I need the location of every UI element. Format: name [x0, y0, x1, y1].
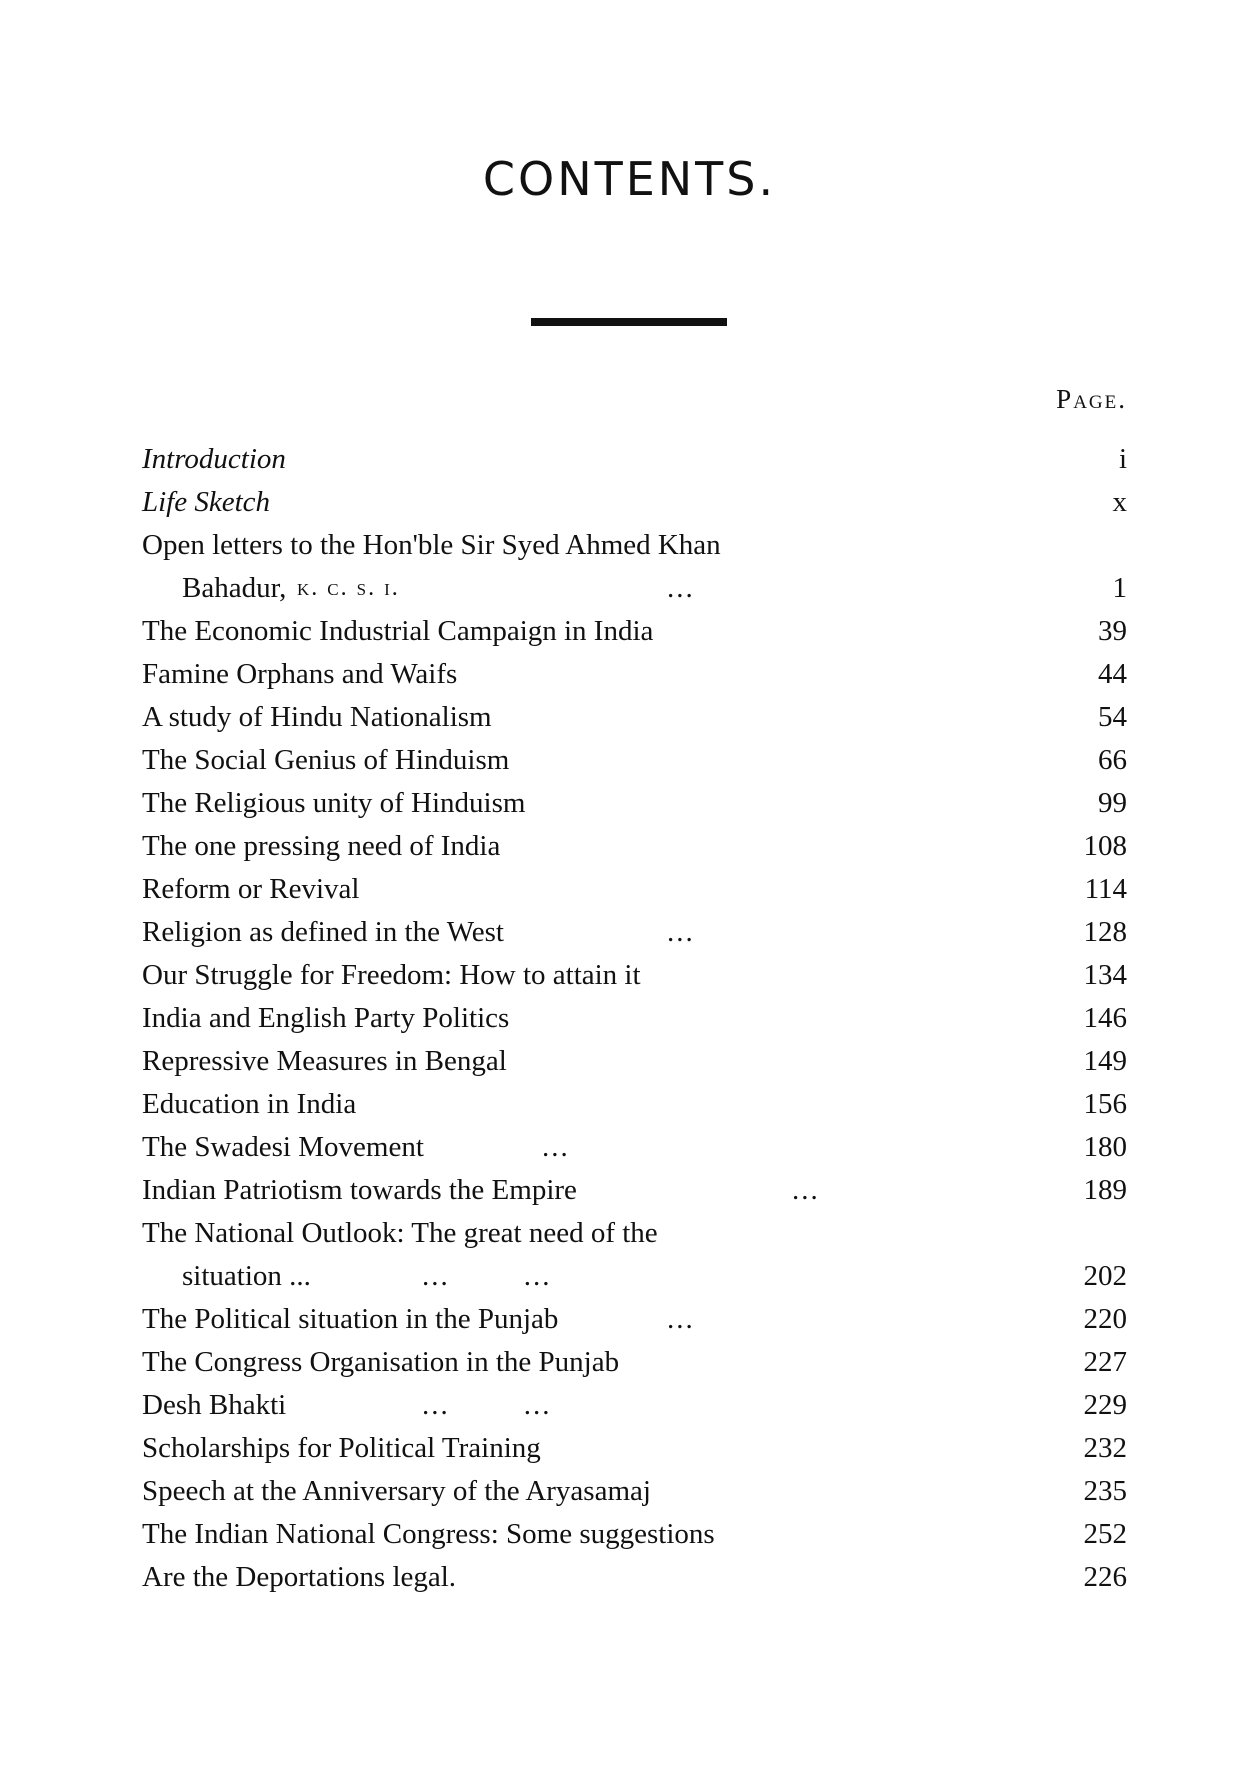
toc-entry-title: The Social Genius of Hinduism [142, 744, 510, 776]
toc-entry-page: 99 [1098, 787, 1127, 819]
toc-entry [142, 1040, 1127, 1083]
toc-entry-title: Indian Patriotism towards the Empire [142, 1174, 577, 1206]
toc-entry [142, 696, 1127, 739]
toc-entry-title: Life Sketch [142, 486, 271, 518]
toc-entry-title: Speech at the Anniversary of the Aryasamaj [142, 1475, 651, 1507]
toc-entry-leader: ... [667, 572, 695, 604]
toc-entry-page: 108 [1083, 830, 1127, 862]
toc-entry [142, 1384, 1127, 1427]
toc-entry [142, 567, 1127, 610]
toc-entry-page: 146 [1083, 1002, 1127, 1034]
toc-entry [142, 954, 1127, 997]
toc-entry [142, 481, 1127, 524]
toc-entry-leader: ... [667, 1303, 695, 1335]
toc-entry [142, 911, 1127, 954]
toc-entry-title: Reform or Revival [142, 873, 360, 905]
toc-entry [142, 438, 1127, 481]
toc-entry-title: India and English Party Politics [142, 1002, 510, 1034]
toc-entry-page: 128 [1083, 916, 1127, 948]
toc-entry-title: Repressive Measures in Bengal [142, 1045, 507, 1077]
toc-entry-page: 39 [1098, 615, 1127, 647]
toc-entry [142, 1513, 1127, 1556]
toc-entry-title: Our Struggle for Freedom: How to attain it [142, 959, 641, 991]
toc-entry-title: Bahadur, [182, 572, 287, 604]
toc-entry-title: The Indian National Congress: Some suggestions [142, 1518, 715, 1550]
toc-entry [142, 782, 1127, 825]
toc-entry-page: 114 [1084, 873, 1127, 905]
toc-entry-page: i [1118, 443, 1127, 475]
toc-entry-page: 54 [1098, 701, 1127, 733]
toc-entry-title: Open letters to the Hon'ble Sir Syed Ahmed Khan [142, 529, 721, 561]
toc-entry-page: 66 [1098, 744, 1127, 776]
toc-entry [142, 1427, 1127, 1470]
toc-entry-leader: ... [792, 1174, 820, 1206]
toc-entry-leader: ... ... [422, 1260, 552, 1292]
toc-entry [142, 825, 1127, 868]
toc-entry-page: 156 [1083, 1088, 1127, 1120]
toc-entry [142, 1470, 1127, 1513]
toc-entry-page: 229 [1083, 1389, 1127, 1421]
toc-entry-page: 44 [1098, 658, 1127, 690]
toc-entry-title: The Religious unity of Hinduism [142, 787, 526, 819]
toc-entry-title: Famine Orphans and Waifs [142, 658, 458, 690]
toc-entry-title: The one pressing need of India [142, 830, 501, 862]
toc-entry [142, 868, 1127, 911]
toc-entry-page: 220 [1083, 1303, 1127, 1335]
toc-entry-page: 227 [1083, 1346, 1127, 1378]
contents-list [142, 438, 1127, 1599]
toc-entry [142, 1212, 1127, 1255]
title-rule [531, 318, 727, 326]
toc-entry-page: 1 [1112, 572, 1127, 604]
toc-entry-page: 252 [1083, 1518, 1127, 1550]
toc-entry-page: 232 [1083, 1432, 1127, 1464]
toc-entry-title: The Economic Industrial Campaign in India [142, 615, 654, 647]
toc-entry [142, 1556, 1127, 1599]
toc-entry-page: 134 [1083, 959, 1127, 991]
page-title: CONTENTS. [482, 152, 777, 206]
toc-entry [142, 524, 1127, 567]
toc-entry-title: The Congress Organisation in the Punjab [142, 1346, 620, 1378]
toc-entry [142, 1298, 1127, 1341]
toc-entry-title: Are the Deportations legal. [142, 1561, 457, 1593]
toc-entry [142, 1255, 1127, 1298]
toc-entry-page: 189 [1083, 1174, 1127, 1206]
toc-entry-title: Desh Bhakti [142, 1389, 287, 1421]
toc-entry-leader: ... ... [422, 1389, 552, 1421]
page-column-label: Page. [1056, 384, 1127, 414]
toc-entry-leader: ... [542, 1131, 570, 1163]
toc-entry-leader: ... [667, 916, 695, 948]
toc-entry-title-suffix: k. c. s. i. [297, 575, 400, 601]
toc-entry-page: 226 [1083, 1561, 1127, 1593]
toc-entry-page: 202 [1083, 1260, 1127, 1292]
toc-entry [142, 1126, 1127, 1169]
toc-entry-title: The Swadesi Movement [142, 1131, 424, 1163]
toc-entry [142, 1341, 1127, 1384]
toc-entry-title: Introduction [142, 443, 286, 475]
toc-entry-title: The Political situation in the Punjab [142, 1303, 559, 1335]
toc-entry-title: Education in India [142, 1088, 357, 1120]
toc-entry-title: The National Outlook: The great need of the [142, 1217, 658, 1249]
toc-entry-page: 180 [1083, 1131, 1127, 1163]
toc-entry-title: situation ... [182, 1260, 311, 1292]
toc-entry-page: x [1112, 486, 1127, 518]
toc-entry [142, 997, 1127, 1040]
toc-entry [142, 1169, 1127, 1212]
toc-entry-page: 235 [1083, 1475, 1127, 1507]
toc-entry-title: A study of Hindu Nationalism [142, 701, 492, 733]
toc-entry-page: 149 [1083, 1045, 1127, 1077]
toc-entry [142, 653, 1127, 696]
toc-entry-title: Religion as defined in the West [142, 916, 504, 948]
toc-entry [142, 1083, 1127, 1126]
toc-entry-title: Scholarships for Political Training [142, 1432, 541, 1464]
toc-entry [142, 739, 1127, 782]
toc-entry [142, 610, 1127, 653]
